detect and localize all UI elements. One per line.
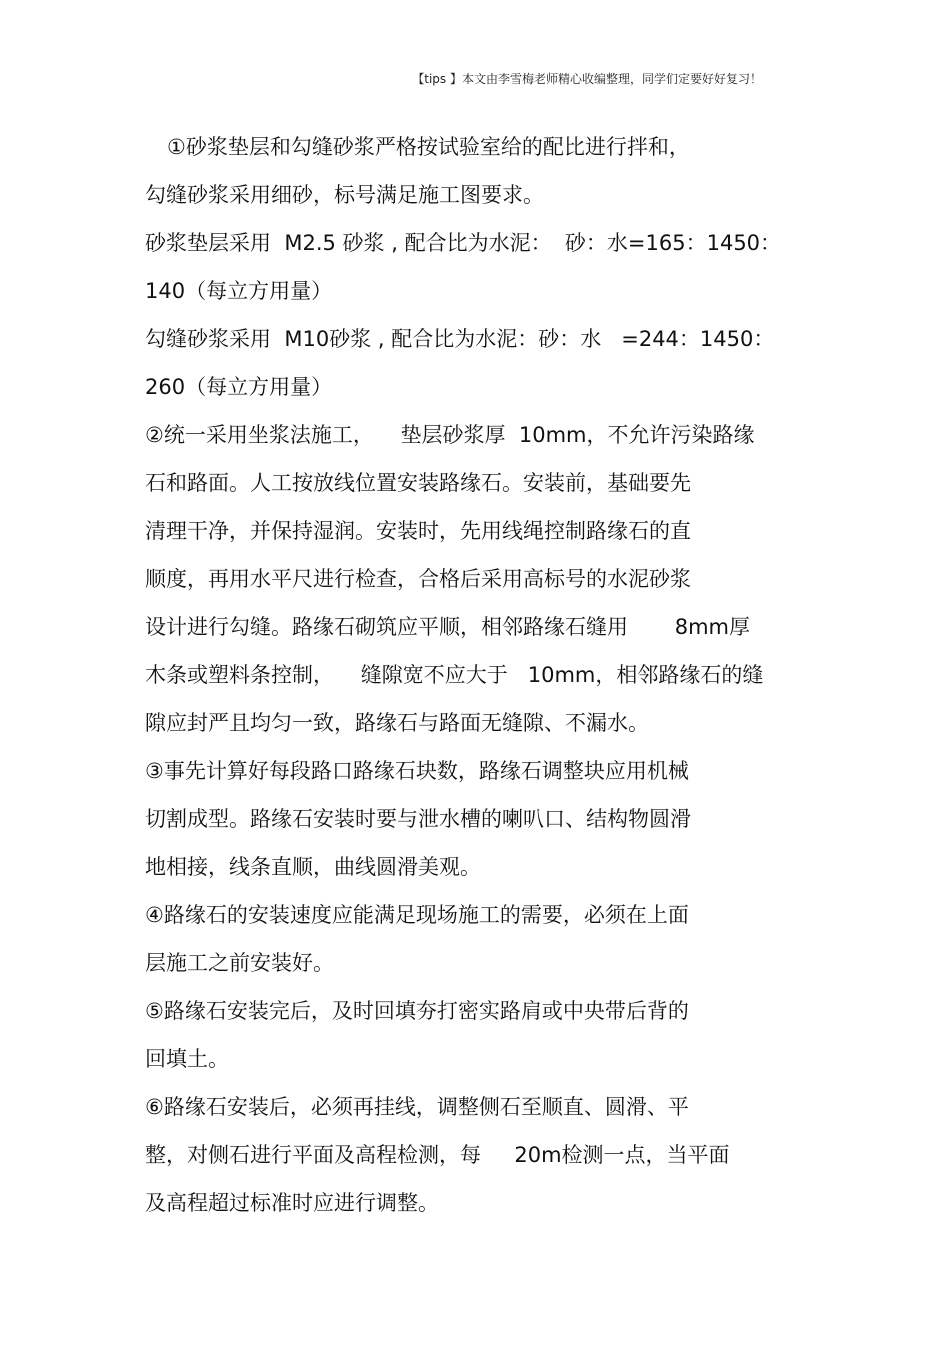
paragraph-line: 260（每立方用量） [145, 375, 333, 399]
paragraph-line: 设计进行勾缝。路缘石砌筑应平顺，相邻路缘石缝用 8mm厚 [145, 615, 750, 639]
paragraph-line: 140（每立方用量） [145, 279, 333, 303]
paragraph-line: 及高程超过标准时应进行调整。 [145, 1191, 439, 1215]
paragraph-line: 切割成型。路缘石安装时要与泄水槽的喇叭口、结构物圆滑 [145, 807, 691, 831]
header-tip-note: 【tips 】本文由李雪梅老师精心收编整理，同学们定要好好复习！ [412, 72, 762, 86]
paragraph-line: 清理干净，并保持湿润。安装时，先用线绳控制路缘石的直 [145, 519, 691, 543]
paragraph-line: 勾缝砂浆采用 M10砂浆 , 配合比为水泥：砂：水 =244：1450： [145, 327, 775, 351]
paragraph-line: 顺度，再用水平尺进行检查，合格后采用高标号的水泥砂浆 [145, 567, 691, 591]
paragraph-line: 层施工之前安装好。 [145, 951, 334, 975]
paragraph-line: ②统一采用坐浆法施工， 垫层砂浆厚 10mm，不允许污染路缘 [145, 423, 755, 447]
paragraph-line: 勾缝砂浆采用细砂，标号满足施工图要求。 [145, 183, 544, 207]
paragraph-line: 回填土。 [145, 1047, 229, 1071]
paragraph-line: 整，对侧石进行平面及高程检测，每 20m检测一点，当平面 [145, 1143, 730, 1167]
paragraph-line: 隙应封严且均匀一致，路缘石与路面无缝隙、不漏水。 [145, 711, 649, 735]
paragraph-line: ①砂浆垫层和勾缝砂浆严格按试验室给的配比进行拌和， [167, 135, 690, 159]
paragraph-line: ③事先计算好每段路口路缘石块数，路缘石调整块应用机械 [145, 759, 689, 783]
paragraph-line: ⑥路缘石安装后，必须再挂线，调整侧石至顺直、圆滑、平 [145, 1095, 689, 1119]
paragraph-line: 砂浆垫层采用 M2.5 砂浆 , 配合比为水泥： 砂：水=165：1450： [145, 231, 782, 255]
paragraph-line: 地相接，线条直顺，曲线圆滑美观。 [145, 855, 481, 879]
paragraph-line: 石和路面。人工按放线位置安装路缘石。安装前，基础要先 [145, 471, 691, 495]
paragraph-line: ⑤路缘石安装完后，及时回填夯打密实路肩或中央带后背的 [145, 999, 689, 1023]
paragraph-line: 木条或塑料条控制， 缝隙宽不应大于 10mm，相邻路缘石的缝 [145, 663, 764, 687]
document-body [145, 131, 845, 1235]
paragraph-line: ④路缘石的安装速度应能满足现场施工的需要，必须在上面 [145, 903, 689, 927]
